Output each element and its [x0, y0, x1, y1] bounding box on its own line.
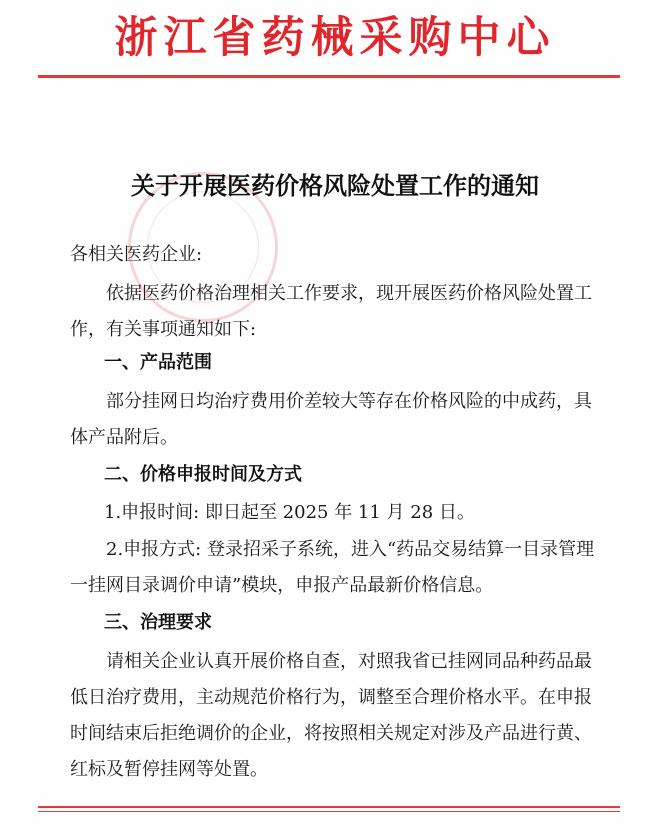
- section-heading-product-scope: 一、产品范围: [104, 352, 212, 373]
- section-paragraph-product-scope: 部分挂网日均治疗费用价差较大等存在价格风险的中成药，具体产品附后。: [70, 391, 592, 448]
- masthead-red-rule: [38, 75, 620, 78]
- section-paragraph-governance: 请相关企业认真开展价格自查，对照我省已挂网同品种药品最低日治疗费用，主动规范价格行为，调整至合理价格水平。在申报时间结束后拒绝调价的企业，将按照相关规定对涉及产品进行黄、红标及暂停挂网等处置。: [70, 651, 592, 780]
- notice-salutation: 各相关医药企业:: [70, 244, 203, 265]
- section-heading-governance: 三、治理要求: [104, 612, 212, 633]
- declaration-method-paragraph: 2.申报方式: 登录招采子系统，进入“药品交易结算一目录管理一挂网目录调价申请”模块，申报产品最新价格信息。: [70, 539, 595, 596]
- section-heading-declaration: 二、价格申报时间及方式: [104, 464, 302, 485]
- footer-red-rule: [38, 806, 620, 808]
- notice-intro-paragraph: 依据医药价格治理相关工作要求，现开展医药价格风险处置工作，有关事项通知如下:: [70, 283, 592, 340]
- masthead-org-name: 浙江省药械采购中心: [114, 13, 556, 63]
- notice-title: 关于开展医药价格风险处置工作的通知: [131, 171, 539, 200]
- declaration-time-line: 1.申报时间: 即日起至 2025 年 11 月 28 日。: [104, 502, 475, 523]
- footer-red-rule-thin: [38, 811, 620, 812]
